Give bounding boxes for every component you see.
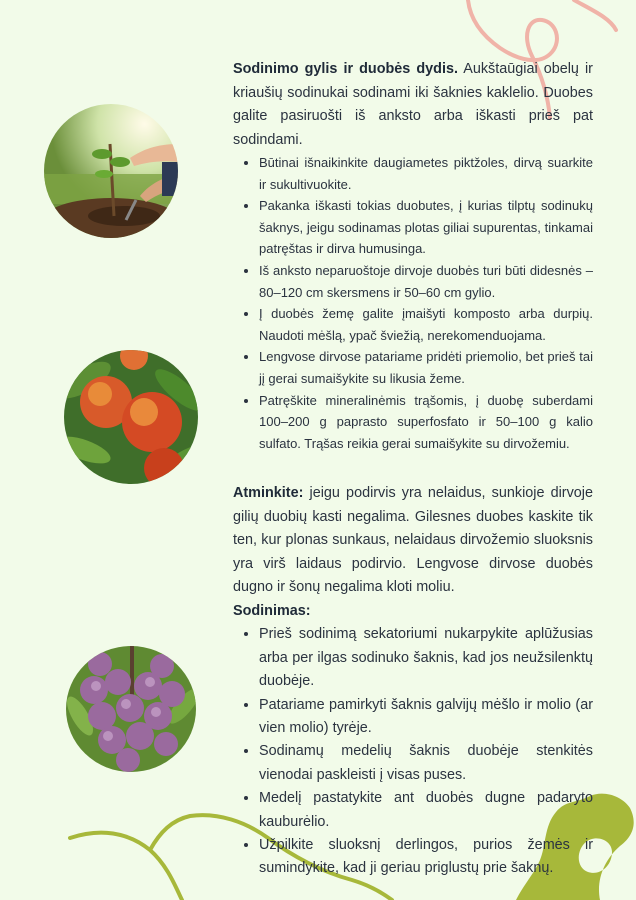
list-item: • Iš anksto neparuoštoje dirvoje duobės turi būti didesnės – 80–120 cm skersmens ir 50–60 cm gylio. (259, 260, 593, 303)
list-item: • Būtinai išnaikinkite daugiametes piktžoles, dirvą suarkite ir sukultivuokite. (259, 152, 593, 195)
list-item: • Pakanka iškasti tokias duobutes, į kurias tilptų sodinukų šaknys, jeigu sodinamas plotas giliai supurentas, tinkamai patręštas ir dirva humusinga. (259, 195, 593, 260)
list-item: • Užpilkite sluoksnį derlingos, purios žemės ir sumindykite, kad ji geriau priglustų prie šaknų. (259, 834, 593, 881)
peaches-photo (64, 350, 198, 484)
section1-bullet-list (233, 152, 593, 454)
section3-bullet-list (233, 623, 593, 880)
section2-heading: Atminkite: (233, 485, 304, 502)
section2-text: jeigu podirvis yra nelaidus, sunkioje dirvoje gilių duobių kasti negalima. Gilesnes duobes kaskite tik ten, kur plonas sunkaus, nelaidaus dirvožemio sluoksnis yra virš laidaus podirvio. Lengvose dirvose duobės dugno ir šonų negalima kloti moliu. (233, 485, 594, 596)
list-item: • Patariame pamirkyti šaknis galvijų mėšlo ir molio (ar vien molio) tyrėje. (259, 694, 593, 741)
list-item: • Į duobės žemę galite įmaišyti komposto arba durpių. Naudoti mėšlą, ypač šviežią, nerekomenduojama. (259, 303, 593, 346)
list-item: • Medelį pastatykite ant duobės dugne padaryto kauburėlio. (259, 787, 593, 834)
list-item: • Lengvose dirvose patariame pridėti priemolio, bet prieš tai jį gerai sumaišykite su likusia žeme. (259, 346, 593, 389)
section3-heading: Sodinimas: (233, 602, 311, 619)
list-item: • Patręškite mineralinėmis trąšomis, į duobę suberdami 100–200 g paprasto superfosfato ir 50–100 g kalio sulfato. Trąšas reikia gerai sumaišykite su dirvožemiu. (259, 390, 593, 455)
section1-intro: Aukštaūgiai obelų ir kriaušių sodinukai sodinami iki šaknies kaklelio. Duobes galite pasiruošti iš anksto arba iškasti prieš pat sodindami. (233, 61, 593, 148)
list-item: • Prieš sodinimą sekatoriumi nukarpykite aplūžusias arba per ilgas sodinuko šaknis, kad jos neužsilenktų duobėje. (259, 623, 593, 693)
section3-heading-paragraph (233, 600, 593, 624)
section1-heading: Sodinimo gylis ir duobės dydis. (233, 61, 458, 77)
section1-paragraph (233, 58, 593, 152)
planting-seedling-photo (44, 104, 178, 238)
section2-paragraph (233, 482, 593, 600)
plums-photo (66, 646, 196, 772)
list-item: • Sodinamų medelių šaknis duobėje stenkitės vienodai paskleisti į visas puses. (259, 740, 593, 787)
article-content (233, 58, 593, 881)
